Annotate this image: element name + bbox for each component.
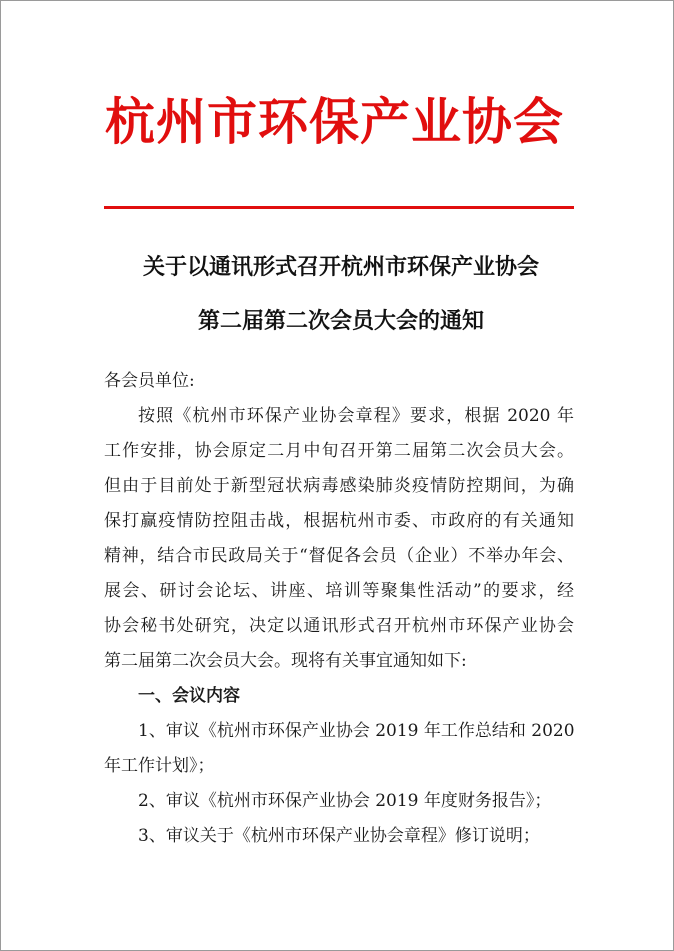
agenda-item-continued: 年工作计划》； <box>104 756 215 776</box>
organization-header: 杭州市环保产业协会 <box>105 92 564 151</box>
section-heading: 一、会议内容 <box>138 686 240 706</box>
notice-title-line-1: 关于以通讯形式召开杭州市环保产业协会 <box>142 254 539 280</box>
notice-title-line-2: 第二届第二次会员大会的通知 <box>197 308 484 334</box>
agenda-item: 1、审议《杭州市环保产业协会 2019 年工作总结和 2020 <box>138 721 575 741</box>
paragraph-line: 第二届第二次会员大会。现将有关事宜通知如下: <box>104 651 467 671</box>
paragraph-line: 展会、研讨会论坛、讲座、培训等聚集性活动”的要求，经 <box>104 581 574 601</box>
paragraph-line: 但由于目前处于新型冠状病毒感染肺炎疫情防控期间，为确 <box>104 476 574 496</box>
paragraph-line: 工作安排，协会原定二月中旬召开第二届第二次会员大会。 <box>104 441 574 461</box>
paragraph-line: 协会秘书处研究，决定以通讯形式召开杭州市环保产业协会 <box>104 616 574 636</box>
agenda-item: 3、审议关于《杭州市环保产业协会章程》修订说明； <box>138 826 540 846</box>
paragraph-line: 精神，结合市民政局关于“督促各会员（企业）不举办年会、 <box>104 546 574 566</box>
salutation: 各会员单位: <box>104 371 195 391</box>
agenda-item: 2、审议《杭州市环保产业协会 2019 年度财务报告》； <box>138 791 552 811</box>
header-divider <box>104 206 574 209</box>
paragraph-line: 按照《杭州市环保产业协会章程》要求，根据 2020 年 <box>138 406 574 426</box>
paragraph-line: 保打赢疫情防控阻击战，根据杭州市委、市政府的有关通知 <box>104 511 574 531</box>
